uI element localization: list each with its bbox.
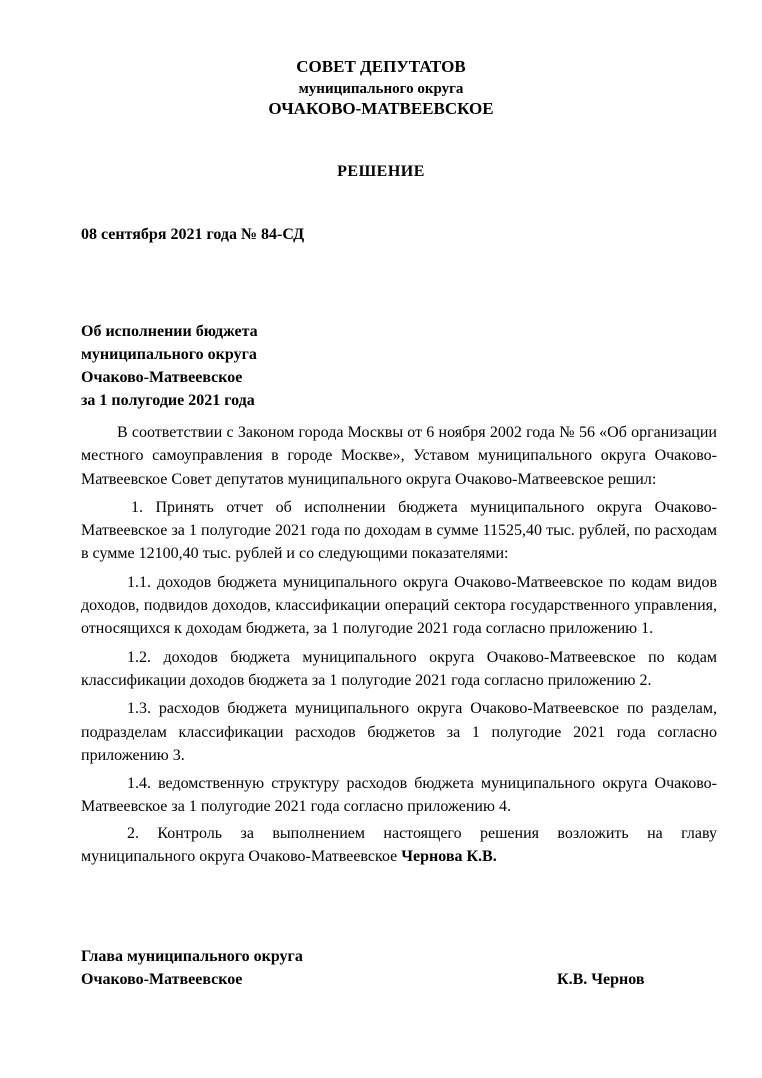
responsible-person-name: Чернова К.В. [401, 848, 497, 866]
decision-body [81, 421, 717, 868]
decision-subject [81, 320, 401, 412]
district-name: ОЧАКОВО-МАТВЕЕВСКОЕ [268, 99, 494, 118]
subject-line: муниципального округа [81, 346, 257, 363]
item-2-text: 2. Контроль за выполнением настоящего решения возложить на главу муниципального округа Очаково-Матвеевское [81, 824, 717, 866]
signature-position-line: Глава муниципального округа [81, 948, 303, 965]
council-title: СОВЕТ ДЕПУТАТОВ [296, 57, 466, 76]
item-1-3-paragraph: 1.3. расходов бюджета муниципального округа Очаково-Матвеевское по разделам, подразделам классификации расходов бюджетов за 1 полугодие 2021 года согласно приложению 3. [81, 700, 717, 764]
document-title: РЕШЕНИЕ [337, 163, 425, 180]
item-1-2-paragraph: 1.2. доходов бюджета муниципального округа Очаково-Матвеевское по кодам классификации доходов бюджета за 1 полугодие 2021 года согласно приложению 2. [81, 648, 717, 689]
item-1-4-paragraph: 1.4. ведомственную структуру расходов бюджета муниципального округа Очаково-Матвеевское за 1 полугодие 2021 года согласно приложению 4. [81, 775, 717, 816]
council-subtitle: муниципального округа [298, 81, 464, 97]
signatory-name: К.В. Чернов [557, 971, 645, 988]
intro-paragraph: В соответствии с Законом города Москвы от 6 ноября 2002 года № 56 «Об организации местного самоуправления в городе Москве», Уставом муниципального округа Очаково-Матвеевское Совет депутатов муниципального округа Очаково-Матвеевское решил: [81, 424, 717, 488]
signature-block [81, 945, 671, 991]
item-1-paragraph: 1. Принять отчет об исполнении бюджета муниципального округа Очаково-Матвеевское за 1 полугодие 2021 года по доходам в сумме 11525,40 тыс. рублей, по расходам в сумме 12100,40 тыс. рублей и со следующими показателями: [81, 498, 717, 563]
decision-date-number: 08 сентября 2021 года № 84-СД [81, 226, 305, 243]
signature-row [81, 968, 671, 991]
subject-line: Очаково-Матвеевское [81, 369, 243, 386]
subject-line: за 1 полугодие 2021 года [81, 392, 255, 409]
item-1-1-paragraph: 1.1. доходов бюджета муниципального округа Очаково-Матвеевское по кодам видов доходов, подвидов доходов, классификации операций сектора государственного управления, относящихся к доходам бюджета, за 1 полугодие 2021 года согласно приложению 1. [81, 573, 717, 638]
item-2-paragraph [81, 822, 717, 869]
signature-position-line: Очаково-Матвеевское [81, 971, 243, 988]
subject-line: Об исполнении бюджета [81, 323, 258, 340]
